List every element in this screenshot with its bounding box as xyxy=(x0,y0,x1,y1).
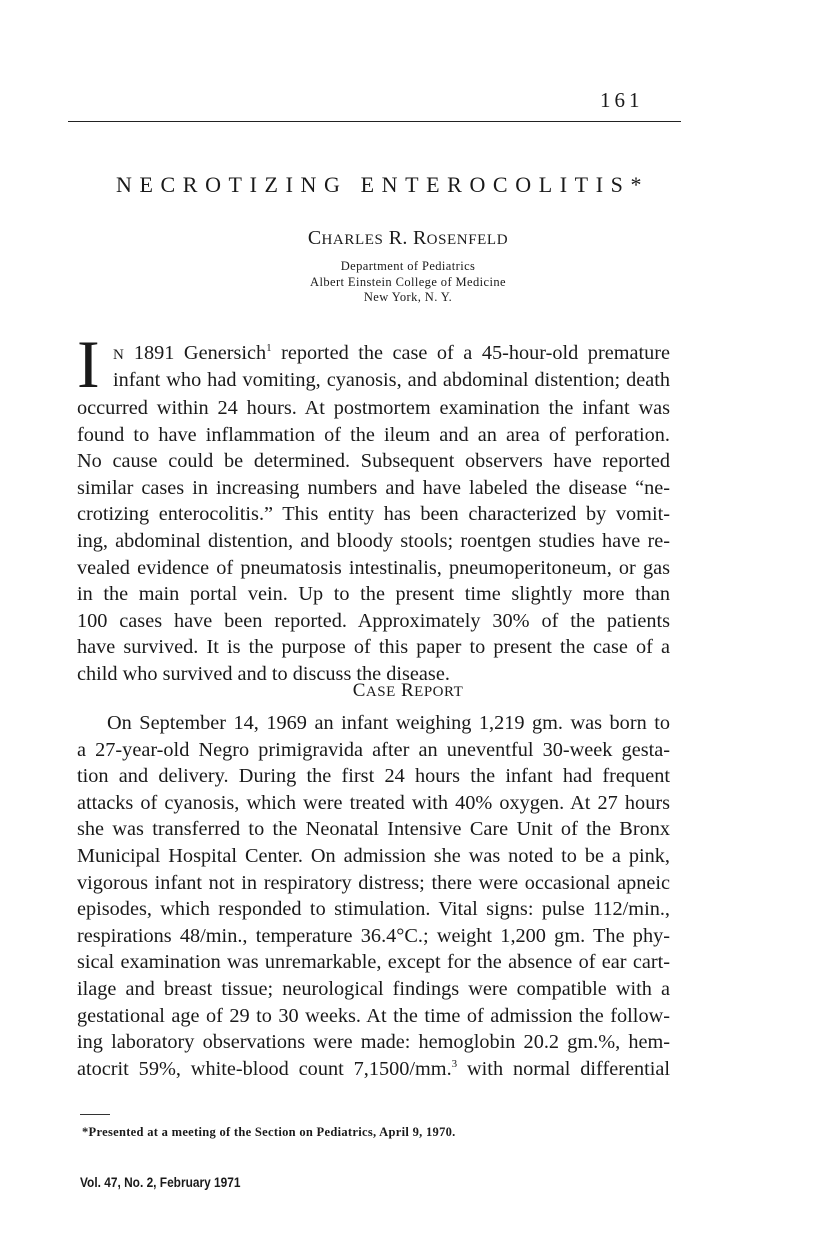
text-line: similar cases in increasing numbers and have labeled the disease “ne- xyxy=(77,476,670,499)
text-line: vigorous infant not in respiratory distress; there were occasional apneic xyxy=(77,871,670,894)
text-line: ing laboratory observations were made: hemoglobin 20.2 gm.%, hem- xyxy=(77,1031,670,1054)
author-initial: R. xyxy=(388,227,408,249)
text-line: Municipal Hospital Center. On admission she was noted to be a pink, xyxy=(77,844,670,867)
affiliation-college: Albert Einstein College of Medicine xyxy=(310,275,506,289)
text-line: episodes, which responded to stimulation. Vital signs: pulse 112/min., xyxy=(77,898,670,921)
citation-1: 1 xyxy=(266,342,272,355)
case-report-paragraph xyxy=(77,710,670,1082)
heading-smallcaps: EPORT xyxy=(414,684,464,700)
text-line: vealed evidence of pneumatosis intestinalis, pneumoperitoneum, or gas xyxy=(77,556,670,579)
author-first: CHARLES xyxy=(307,227,384,249)
affiliation-city: New York, N. Y. xyxy=(363,290,453,304)
author-last: ROSENFELD xyxy=(413,227,509,249)
drop-cap: I xyxy=(77,326,100,402)
article-title: NECROTIZING ENTEROCOLITIS* xyxy=(116,172,650,197)
heading-smallcaps: ASE xyxy=(365,684,396,700)
heading-cap: R xyxy=(400,680,415,701)
footnote-rule xyxy=(80,1114,110,1115)
text-line: 100 cases have been reported. Approximately 30% of the patients xyxy=(77,609,670,632)
text-line: child who survived and to discuss the disease. xyxy=(77,662,450,685)
text-line: found to have inflammation of the ileum and an area of perforation. xyxy=(77,423,670,446)
text-line: occurred within 24 hours. At postmortem examination the infant was xyxy=(77,397,670,419)
text-line: she was transferred to the Neonatal Intensive Care Unit of the Bronx xyxy=(77,818,670,841)
intro-line xyxy=(113,342,670,365)
intro-text: 1891 Genersich xyxy=(124,342,267,364)
text-line: sical examination was unremarkable, except for the absence of ear cart- xyxy=(77,951,670,974)
text-line: a 27-year-old Negro primigravida after an uneventful 30-week gesta- xyxy=(77,738,670,761)
intro-text: reported the case of a 45-hour-old premature xyxy=(271,342,671,364)
section-heading-case-report xyxy=(0,680,816,702)
text-line: No cause could be determined. Subsequent observers have reported xyxy=(77,450,670,473)
journal-reference: Vol. 47, No. 2, February 1971 xyxy=(80,1174,241,1190)
intro-smallcap: N xyxy=(113,347,125,363)
author-name xyxy=(0,227,816,250)
text-line: have survived. It is the purpose of this paper to present the case of a xyxy=(77,636,670,659)
text-segment: with normal differential xyxy=(457,1057,671,1080)
text-line: attacks of cyanosis, which were treated with 40% oxygen. At 27 hours xyxy=(77,791,670,814)
text-segment: atocrit 59%, white-blood count 7,1500/mm. xyxy=(77,1057,452,1080)
text-line: in the main portal vein. Up to the present time slightly more than xyxy=(77,583,670,606)
text-line: crotizing enterocolitis.” This entity has been characterized by vomit- xyxy=(77,503,670,526)
text-line: ilage and breast tissue; neurological findings were compatible with a xyxy=(77,977,670,1000)
heading-cap: C xyxy=(352,680,366,701)
footnote: *Presented at a meeting of the Section on Pediatrics, April 9, 1970. xyxy=(82,1125,456,1139)
text-line: On September 14, 1969 an infant weighing 1,219 gm. was born to xyxy=(107,712,670,734)
intro-paragraph xyxy=(77,395,670,688)
text-line: respirations 48/min., temperature 36.4°C.; weight 1,200 gm. The phy- xyxy=(77,924,670,947)
text-line: gestational age of 29 to 30 weeks. At the time of admission the follow- xyxy=(77,1004,670,1027)
affiliation-department: Department of Pediatrics xyxy=(340,259,476,273)
text-line: tion and delivery. During the first 24 hours the infant had frequent xyxy=(77,765,670,788)
superscript: 3 xyxy=(451,1057,458,1070)
header-rule xyxy=(68,121,681,122)
text-line: ing, abdominal distention, and bloody stools; roentgen studies have re- xyxy=(77,529,670,552)
text-line xyxy=(77,1056,670,1083)
page-number: 161 xyxy=(600,88,644,112)
intro-line: infant who had vomiting, cyanosis, and abdominal distention; death xyxy=(113,369,670,391)
